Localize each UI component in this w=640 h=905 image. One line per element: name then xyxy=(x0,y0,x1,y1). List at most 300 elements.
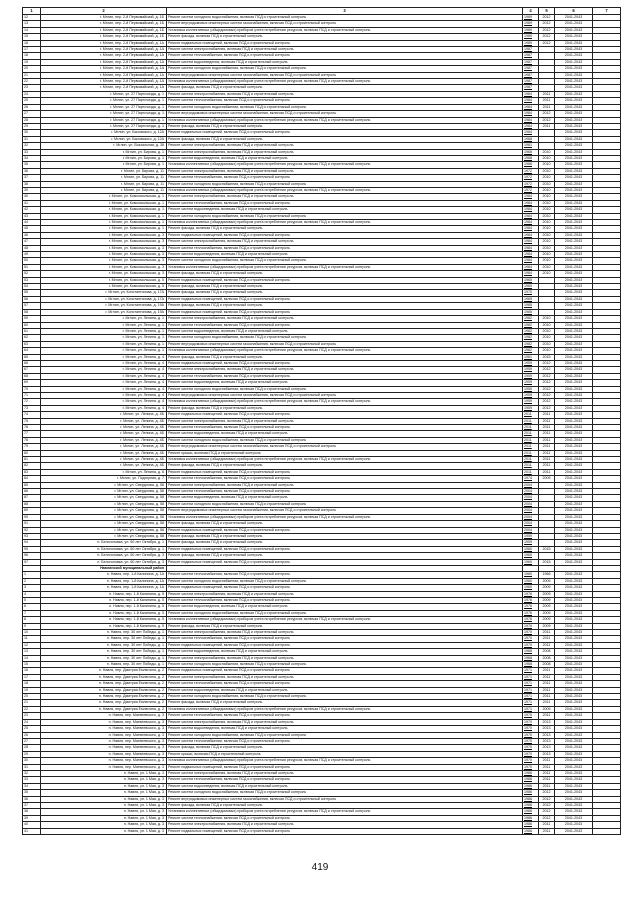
row-number-cell: 28 xyxy=(23,117,41,123)
planned-period-cell: 2041-2043 xyxy=(555,380,593,386)
year-built-cell: 1968 xyxy=(523,149,539,155)
last-repair-year-cell: 2012 xyxy=(539,392,555,398)
address-cell: г. Мглин, ул. Ленина, д. 4 xyxy=(41,380,167,386)
last-repair-year-cell: 2009 xyxy=(539,706,555,712)
work-type-cell: Ремонт систем электроснабжения, включая ПСД и строительный контроль xyxy=(167,143,523,149)
work-type-cell: Ремонт систем теплоснабжения, включая ПСД и строительный контроль xyxy=(167,175,523,181)
table-row xyxy=(23,264,621,270)
address-cell: г. Мглин, ул. Ленина, д. 1 xyxy=(41,341,167,347)
work-type-cell: Ремонт внутридомовых инженерных систем газоснабжения, включая ПСД и строительный контроль xyxy=(167,444,523,450)
address-cell: г. Мглин, ул. Ленина, д. 1 xyxy=(41,316,167,322)
last-repair-year-cell: 2011 xyxy=(539,437,555,443)
year-built-cell: 1971 xyxy=(523,687,539,693)
year-built-cell: 1987 xyxy=(523,66,539,72)
work-type-cell: Ремонт подвальных помещений, включая ПСД и строительный контроль xyxy=(167,527,523,533)
last-repair-year-cell: 2010 xyxy=(539,264,555,270)
row-number-cell: 84 xyxy=(23,476,41,482)
work-type-cell: Ремонт систем теплоснабжения, включая ПСД и строительный контроль xyxy=(167,476,523,482)
year-built-cell: 1982 xyxy=(523,341,539,347)
last-repair-year-cell: 2008 xyxy=(539,662,555,668)
work-type-cell: Ремонт фасада, включая ПСД и строительный контроль xyxy=(167,226,523,232)
year-built-cell: 1986 xyxy=(523,815,539,821)
last-repair-year-cell: 2010 xyxy=(539,181,555,187)
planned-period-cell: 2041-2043 xyxy=(555,533,593,539)
planned-period-cell: 2041-2043 xyxy=(555,284,593,290)
planned-period-cell: 2041-2043 xyxy=(555,578,593,584)
planned-period-cell: 2041-2043 xyxy=(555,444,593,450)
last-repair-year-cell: 2011 xyxy=(539,630,555,636)
planned-period-cell: 2041-2043 xyxy=(555,181,593,187)
row-number-cell: 32 xyxy=(23,770,41,776)
table-row xyxy=(23,79,621,85)
work-type-cell: Ремонт систем электроснабжения, включая ПСД и строительный контроль xyxy=(167,719,523,725)
row-number-cell: 56 xyxy=(23,296,41,302)
work-type-cell: Ремонт систем водоотведения, включая ПСД и строительный контроль xyxy=(167,155,523,161)
planned-period-cell: 2041-2043 xyxy=(555,123,593,129)
planned-period-cell: 2041-2043 xyxy=(555,617,593,623)
year-built-cell: 1989 xyxy=(523,34,539,40)
last-repair-year-cell: 2013 xyxy=(539,719,555,725)
address-cell: п. Навля, ул. 1 Мая, д. 3 xyxy=(41,770,167,776)
address-cell: г. Мглин, ул. Бирова, д. 1 xyxy=(41,155,167,161)
work-type-cell: Ремонт фасада, включая ПСД и строительный контроль xyxy=(167,623,523,629)
address-cell: п. Навля, пер. 1-й Калинина, д. 5 xyxy=(41,604,167,610)
address-cell: г. Мглин, ул. Константинова, д. 17А xyxy=(41,296,167,302)
work-type-cell: Ремонт фасада, включая ПСД и строительный контроль xyxy=(167,271,523,277)
row-number-cell: 80 xyxy=(23,450,41,456)
row-number-cell: 10 xyxy=(23,630,41,636)
row-number-cell: 30 xyxy=(23,758,41,764)
address-cell: г. Мглин, ул. Комсомольская, д. 1 xyxy=(41,194,167,200)
address-cell: г. Мглин, пер. 2-й Первомайский, д. 1А xyxy=(41,59,167,65)
row-number-cell: 68 xyxy=(23,373,41,379)
last-repair-year-cell: 2009 xyxy=(539,597,555,603)
year-built-cell: 1982 xyxy=(523,316,539,322)
planned-period-cell: 2041-2043 xyxy=(555,194,593,200)
row-number-cell: 85 xyxy=(23,482,41,488)
last-repair-year-cell: 2011 xyxy=(539,713,555,719)
address-cell: г. Мглин, ул. Ленина, д. 4Б xyxy=(41,425,167,431)
row-number-cell: 65 xyxy=(23,354,41,360)
work-type-cell: Ремонт фасада, включая ПСД и строительный контроль xyxy=(167,303,523,309)
year-built-cell: 1989 xyxy=(523,27,539,33)
row-number-cell: 11 xyxy=(23,636,41,642)
year-built-cell: 2004 xyxy=(523,482,539,488)
work-type-cell: Установка коллективных (общедомовых) приборов учета потребления ресурсов, включая ПСД и строительный контроль xyxy=(167,348,523,354)
planned-period-cell: 2041-2043 xyxy=(555,316,593,322)
work-type-cell: Ремонт систем электроснабжения, включая ПСД и строительный контроль xyxy=(167,770,523,776)
last-repair-year-cell: 2011 xyxy=(539,636,555,642)
year-built-cell: 2011 xyxy=(523,418,539,424)
year-built-cell: 1984 xyxy=(523,200,539,206)
year-built-cell: 1972 xyxy=(523,168,539,174)
row-number-cell: 73 xyxy=(23,405,41,411)
work-type-cell: Ремонт крыши, включая ПСД и строительный контроль xyxy=(167,450,523,456)
address-cell: г. Мглин, ул. Быховского, д. 12А xyxy=(41,136,167,142)
year-built-cell: 1970 xyxy=(523,751,539,757)
planned-period-cell: 2041-2043 xyxy=(555,34,593,40)
header-cell: 1 xyxy=(23,8,41,15)
address-cell: п. Белоголовка, ул. 60 лет Октября, д. 3 xyxy=(41,553,167,559)
year-built-cell: 1984 xyxy=(523,130,539,136)
address-cell: п. Навля, пер. 1-й Калинина, д. 5 xyxy=(41,597,167,603)
planned-period-cell: 2041-2043 xyxy=(555,155,593,161)
planned-period-cell: 2041-2043 xyxy=(555,719,593,725)
address-cell: г. Мглин, ул. Ленина, д. 4 xyxy=(41,367,167,373)
planned-period-cell: 2041-2043 xyxy=(555,674,593,680)
row-number-cell: 26 xyxy=(23,104,41,110)
last-repair-year-cell: 2012 xyxy=(539,790,555,796)
year-built-cell: 1989 xyxy=(523,21,539,27)
planned-period-cell: 2041-2043 xyxy=(555,546,593,552)
address-cell: п. Навля, пер. 1-й Калинина, д. 5 xyxy=(41,623,167,629)
row-number-cell: 31 xyxy=(23,764,41,770)
planned-period-cell: 2041-2043 xyxy=(555,495,593,501)
work-type-cell: Ремонт подвальных помещений, включая ПСД и строительный контроль xyxy=(167,585,523,591)
planned-period-cell: 2041-2043 xyxy=(555,655,593,661)
planned-period-cell: 2041-2043 xyxy=(555,559,593,565)
work-type-cell: Ремонт подвальных помещений, включая ПСД и строительный контроль xyxy=(167,277,523,283)
work-type-cell: Ремонт внутридомовых инженерных систем газоснабжения, включая ПСД и строительный контроль xyxy=(167,111,523,117)
work-type-cell: Ремонт систем теплоснабжения, включая ПСД и строительный контроль xyxy=(167,322,523,328)
planned-period-cell: 2041-2043 xyxy=(555,469,593,475)
last-repair-year-cell: 2010 xyxy=(539,316,555,322)
row-number-cell: 12 xyxy=(23,642,41,648)
planned-period-cell: 2041-2043 xyxy=(555,168,593,174)
work-type-cell: Ремонт подвальных помещений, включая ПСД и строительный контроль xyxy=(167,309,523,315)
year-built-cell: 1984 xyxy=(523,271,539,277)
row-number-cell: 38 xyxy=(23,181,41,187)
work-type-cell: Ремонт подвальных помещений, включая ПСД и строительный контроль xyxy=(167,469,523,475)
year-built-cell: 1970 xyxy=(523,726,539,732)
planned-period-cell: 2041-2043 xyxy=(555,482,593,488)
year-built-cell: 1986 xyxy=(523,822,539,828)
planned-period-cell: 2041-2043 xyxy=(555,758,593,764)
last-repair-year-cell: 2013 xyxy=(539,751,555,757)
planned-period-cell: 2041-2043 xyxy=(555,489,593,495)
table-row xyxy=(23,21,621,27)
work-type-cell: Ремонт систем электроснабжения, включая ПСД и строительный контроль xyxy=(167,316,523,322)
address-cell: г. Мглин, пер. 2-й Первомайский, д. 1А xyxy=(41,47,167,53)
planned-period-cell: 2041-2043 xyxy=(555,790,593,796)
year-built-cell: 1984 xyxy=(523,258,539,264)
last-repair-year-cell: 2011 xyxy=(539,450,555,456)
row-number-cell: 93 xyxy=(23,533,41,539)
planned-period-cell: 2041-2043 xyxy=(555,751,593,757)
last-repair-year-cell: 2010 xyxy=(539,245,555,251)
address-cell: г. Мглин, ул. 27 Партсъезда, д. 1 xyxy=(41,117,167,123)
row-number-cell: 89 xyxy=(23,508,41,514)
planned-period-cell: 2041-2043 xyxy=(555,143,593,149)
address-cell: г. Мглин, ул. Свердлова, д. 58 xyxy=(41,501,167,507)
year-built-cell: 1972 xyxy=(523,187,539,193)
address-cell: п. Навля, пер. Матвеевского, д. 3 xyxy=(41,732,167,738)
address-cell: г. Мглин, ул. Бирова, д. 11 xyxy=(41,181,167,187)
planned-period-cell: 2041-2043 xyxy=(555,770,593,776)
address-cell: п. Белоголовка, ул. 60 лет Октября, д. 1 xyxy=(41,546,167,552)
row-number-cell: 2 xyxy=(23,578,41,584)
year-built-cell: 1968 xyxy=(523,655,539,661)
planned-period-cell: 2041-2043 xyxy=(555,200,593,206)
work-type-cell: Установка коллективных (общедомовых) приборов учета потребления ресурсов, включая ПСД и строительный контроль xyxy=(167,457,523,463)
year-built-cell: 1970 xyxy=(523,636,539,642)
planned-period-cell: 2041-2043 xyxy=(555,604,593,610)
year-built-cell: 1970 xyxy=(523,713,539,719)
year-built-cell: 1960 xyxy=(523,553,539,559)
address-cell: г. Мглин, ул. Константинова, д. 19А xyxy=(41,303,167,309)
row-number-cell: 71 xyxy=(23,392,41,398)
planned-period-cell: 2041-2043 xyxy=(555,431,593,437)
row-number-cell: 13 xyxy=(23,649,41,655)
planned-period-cell: 2041-2043 xyxy=(555,764,593,770)
address-cell: п. Навля, пер. 30 лет Победы, д. 1 xyxy=(41,662,167,668)
year-built-cell: 1970 xyxy=(523,630,539,636)
work-type-cell: Установка коллективных (общедомовых) приборов учета потребления ресурсов, включая ПСД и строительный контроль xyxy=(167,809,523,815)
table-row xyxy=(23,111,621,117)
last-repair-year-cell: 2010 xyxy=(539,200,555,206)
row-number-cell: 32 xyxy=(23,143,41,149)
address-cell: г. Мглин, ул. 27 Партсъезда, д. 1 xyxy=(41,111,167,117)
year-built-cell: 1989 xyxy=(523,15,539,21)
year-built-cell: 1976 xyxy=(523,604,539,610)
last-repair-year-cell: 2011 xyxy=(539,674,555,680)
year-built-cell: 1986 xyxy=(523,770,539,776)
year-built-cell: 1970 xyxy=(523,642,539,648)
last-repair-year-cell: 2012 xyxy=(539,40,555,46)
address-cell: п. Навля, ул. 1 Мая, д. 3 xyxy=(41,802,167,808)
work-type-cell: Ремонт фасада, включая ПСД и строительный контроль xyxy=(167,284,523,290)
address-cell: г. Мглин, ул. Ленина, д. 4Б xyxy=(41,450,167,456)
year-built-cell: 1984 xyxy=(523,213,539,219)
year-built-cell: 1984 xyxy=(523,123,539,129)
work-type-cell: Ремонт фасада, включая ПСД и строительный контроль xyxy=(167,802,523,808)
planned-period-cell: 2041-2043 xyxy=(555,412,593,418)
row-number-cell: 58 xyxy=(23,309,41,315)
year-built-cell: 1960 xyxy=(523,559,539,565)
row-number-cell: 22 xyxy=(23,79,41,85)
address-cell: г. Мглин, ул. Комсомольская, д. 1 xyxy=(41,200,167,206)
last-repair-year-cell: 2011 xyxy=(539,681,555,687)
address-cell: п. Навля, пер. Дмитрия Емлютина, д. 2 xyxy=(41,687,167,693)
row-number-cell: 25 xyxy=(23,98,41,104)
address-cell: п. Навля, пер. Дмитрия Емлютина, д. 2 xyxy=(41,694,167,700)
row-number-cell: 69 xyxy=(23,380,41,386)
row-number-cell: 91 xyxy=(23,521,41,527)
planned-period-cell: 2041-2043 xyxy=(555,309,593,315)
year-built-cell: 1968 xyxy=(523,649,539,655)
address-cell: г. Мглин, ул. Ленина, д. 1 xyxy=(41,335,167,341)
row-number-cell: 47 xyxy=(23,239,41,245)
planned-period-cell: 2041-2043 xyxy=(555,815,593,821)
year-built-cell: 1972 xyxy=(523,175,539,181)
address-cell: г. Мглин, ул. 27 Партсъезда, д. 1 xyxy=(41,123,167,129)
header-cell: 4 xyxy=(523,8,539,15)
last-repair-year-cell: 2010 xyxy=(539,187,555,193)
address-cell: г. Мглин, ул. Свердлова, д. 58 xyxy=(41,482,167,488)
work-type-cell: Ремонт фасада, включая ПСД и строительный контроль xyxy=(167,136,523,142)
row-number-cell: 76 xyxy=(23,425,41,431)
last-repair-year-cell: 2012 xyxy=(539,27,555,33)
year-built-cell: 1984 xyxy=(523,220,539,226)
last-repair-year-cell: 2010 xyxy=(539,252,555,258)
last-repair-year-cell: 2009 xyxy=(539,591,555,597)
planned-period-cell: 2041-2043 xyxy=(555,668,593,674)
planned-period-cell: 2041-2043 xyxy=(555,521,593,527)
work-type-cell: Ремонт систем холодного водоснабжения, включая ПСД и строительный контроль xyxy=(167,335,523,341)
work-type-cell: Ремонт систем водоотведения, включая ПСД и строительный контроль xyxy=(167,649,523,655)
planned-period-cell: 2041-2043 xyxy=(555,694,593,700)
work-type-cell: Ремонт систем электроснабжения, включая ПСД и строительный контроль xyxy=(167,149,523,155)
planned-period-cell: 2041-2043 xyxy=(555,130,593,136)
work-type-cell: Ремонт фасада, включая ПСД и строительный контроль xyxy=(167,123,523,129)
row-number-cell: 45 xyxy=(23,226,41,232)
work-type-cell: Ремонт подвальных помещений, включая ПСД и строительный контроль xyxy=(167,232,523,238)
year-built-cell: 1972 xyxy=(523,181,539,187)
address-cell: п. Навля, ул. 1 Мая, д. 3 xyxy=(41,828,167,834)
row-number-cell: 21 xyxy=(23,700,41,706)
year-built-cell: 1959 xyxy=(523,399,539,405)
last-repair-year-cell: 2012 xyxy=(539,380,555,386)
year-built-cell: 1960 xyxy=(523,572,539,578)
row-number-cell: 53 xyxy=(23,277,41,283)
planned-period-cell: 2041-2043 xyxy=(555,40,593,46)
address-cell: п. Навля, ул. 1 Мая, д. 3 xyxy=(41,809,167,815)
address-cell: г. Мглин, ул. Ленина, д. 4Б xyxy=(41,463,167,469)
row-number-cell: 90 xyxy=(23,514,41,520)
work-type-cell: Ремонт фасада, включая ПСД и строительный контроль xyxy=(167,553,523,559)
planned-period-cell: 2041-2043 xyxy=(555,79,593,85)
planned-period-cell: 2041-2043 xyxy=(555,162,593,168)
address-cell: п. Навля, пер. 1-й Калинина, д. 1А xyxy=(41,572,167,578)
planned-period-cell: 2041-2043 xyxy=(555,367,593,373)
year-built-cell: 1970 xyxy=(523,290,539,296)
address-cell: г. Мглин, ул. Свердлова, д. 58 xyxy=(41,489,167,495)
address-cell: г. Мглин, ул. Ленина, д. 4 xyxy=(41,386,167,392)
last-repair-year-cell: 2010 xyxy=(539,213,555,219)
work-type-cell: Ремонт подвальных помещений, включая ПСД и строительный контроль xyxy=(167,559,523,565)
year-built-cell: 2011 xyxy=(523,444,539,450)
planned-period-cell: 2041-2043 xyxy=(555,373,593,379)
planned-period-cell: 2041-2043 xyxy=(555,277,593,283)
year-built-cell: 1970 xyxy=(523,719,539,725)
planned-period-cell: 2041-2043 xyxy=(555,745,593,751)
row-number-cell: 61 xyxy=(23,328,41,334)
header-cell: 2 xyxy=(41,8,167,15)
address-cell: п. Навля, пер. 30 лет Победы, д. 1 xyxy=(41,630,167,636)
address-cell: г. Мглин, ул. Ленина, д. 4Б xyxy=(41,457,167,463)
work-type-cell: Ремонт систем холодного водоснабжения, включая ПСД и строительный контроль xyxy=(167,66,523,72)
year-built-cell: 1984 xyxy=(523,239,539,245)
work-type-cell: Ремонт систем теплоснабжения, включая ПСД и строительный контроль xyxy=(167,597,523,603)
year-built-cell: 1987 xyxy=(523,59,539,65)
planned-period-cell: 2041-2043 xyxy=(555,738,593,744)
address-cell: п. Навля, пер. 1-й Калинина, д. 1А xyxy=(41,578,167,584)
work-type-cell: Ремонт подвальных помещений, включая ПСД и строительный контроль xyxy=(167,642,523,648)
address-cell: г. Мглин, ул. Свердлова, д. 58 xyxy=(41,527,167,533)
planned-period-cell: 2041-2043 xyxy=(555,572,593,578)
year-built-cell: 1984 xyxy=(523,98,539,104)
planned-period-cell: 2041-2043 xyxy=(555,85,593,91)
address-cell: г. Мглин, ул. Комсомольская, д. 3 xyxy=(41,232,167,238)
last-repair-year-cell: 2010 xyxy=(539,335,555,341)
year-built-cell: 1982 xyxy=(523,335,539,341)
year-built-cell: 1984 xyxy=(523,104,539,110)
last-repair-year-cell: 2010 xyxy=(539,328,555,334)
row-number-cell: 31 xyxy=(23,136,41,142)
work-type-cell: Ремонт систем водоотведения, включая ПСД и строительный контроль xyxy=(167,252,523,258)
work-type-cell: Установка коллективных (общедомовых) приборов учета потребления ресурсов, включая ПСД и строительный контроль xyxy=(167,220,523,226)
year-built-cell: 1987 xyxy=(523,79,539,85)
address-cell: г. Мглин, ул. Комсомольская, д. 3 xyxy=(41,264,167,270)
row-number-cell: 8 xyxy=(23,617,41,623)
row-number-cell: 6 xyxy=(23,604,41,610)
row-number-cell: 23 xyxy=(23,85,41,91)
year-built-cell: 1965 xyxy=(523,284,539,290)
work-type-cell: Ремонт систем электроснабжения, включая ПСД и строительный контроль xyxy=(167,418,523,424)
address-cell: п. Навля, пер. 1-й Калинина, д. 5 xyxy=(41,610,167,616)
planned-period-cell: 2041-2043 xyxy=(555,72,593,78)
year-built-cell: 2004 xyxy=(523,521,539,527)
planned-period-cell: 2041-2043 xyxy=(555,681,593,687)
table-row xyxy=(23,27,621,33)
planned-period-cell: 2041-2043 xyxy=(555,335,593,341)
address-cell: г. Мглин, ул. Подгорная, д. 7 xyxy=(41,476,167,482)
row-number-cell: 25 xyxy=(23,726,41,732)
planned-period-cell: 2041-2043 xyxy=(555,175,593,181)
row-number-cell: 67 xyxy=(23,367,41,373)
planned-period-cell: 2041-2043 xyxy=(555,104,593,110)
planned-period-cell: 2041-2043 xyxy=(555,450,593,456)
work-type-cell: Ремонт фасада, включая ПСД и строительный контроль xyxy=(167,700,523,706)
work-type-cell: Ремонт систем холодного водоснабжения, включая ПСД и строительный контроль xyxy=(167,578,523,584)
planned-period-cell: 2041-2043 xyxy=(555,501,593,507)
row-number-cell: 17 xyxy=(23,47,41,53)
last-repair-year-cell: 2012 xyxy=(539,111,555,117)
work-type-cell: Ремонт подвальных помещений, включая ПСД и строительный контроль xyxy=(167,764,523,770)
year-built-cell: 1984 xyxy=(523,91,539,97)
work-type-cell: Ремонт фасада, включая ПСД и строительный контроль xyxy=(167,354,523,360)
year-built-cell: 1986 xyxy=(523,796,539,802)
planned-period-cell: 2041-2043 xyxy=(555,322,593,328)
last-repair-year-cell: 2009 xyxy=(539,610,555,616)
work-type-cell: Установка коллективных (общедомовых) приборов учета потребления ресурсов, включая ПСД и строительный контроль xyxy=(167,758,523,764)
row-number-cell: 39 xyxy=(23,187,41,193)
year-built-cell: 1971 xyxy=(523,681,539,687)
planned-period-cell: 2041-2043 xyxy=(555,405,593,411)
header-row xyxy=(23,8,621,15)
row-number-cell: 42 xyxy=(23,207,41,213)
year-built-cell: 1970 xyxy=(523,745,539,751)
address-cell: г. Мглин, ул. Ленина, д. 4Б xyxy=(41,444,167,450)
last-repair-year-cell: 2009 xyxy=(539,578,555,584)
work-type-cell: Ремонт фасада, включая ПСД и строительный контроль xyxy=(167,745,523,751)
year-built-cell: 1968 xyxy=(523,155,539,161)
last-repair-year-cell: 2010 xyxy=(539,341,555,347)
address-cell: г. Мглин, ул. Ленина, д. 4Б xyxy=(41,431,167,437)
work-type-cell: Ремонт фасада, включая ПСД и строительный контроль xyxy=(167,405,523,411)
last-repair-year-cell: 2012 xyxy=(539,386,555,392)
planned-period-cell: 2041-2043 xyxy=(555,220,593,226)
year-built-cell: 1961 xyxy=(523,354,539,360)
planned-period-cell: 2041-2043 xyxy=(555,271,593,277)
row-number-cell: 50 xyxy=(23,258,41,264)
work-type-cell: Ремонт систем теплоснабжения, включая ПСД и строительный контроль xyxy=(167,373,523,379)
address-cell: г. Мглин, пер. 2-й Первомайский, д. 1А xyxy=(41,85,167,91)
row-number-cell: 27 xyxy=(23,111,41,117)
year-built-cell: 2011 xyxy=(523,437,539,443)
planned-period-cell: 2041-2043 xyxy=(555,713,593,719)
work-type-cell: Ремонт систем теплоснабжения, включая ПСД и строительный контроль xyxy=(167,572,523,578)
